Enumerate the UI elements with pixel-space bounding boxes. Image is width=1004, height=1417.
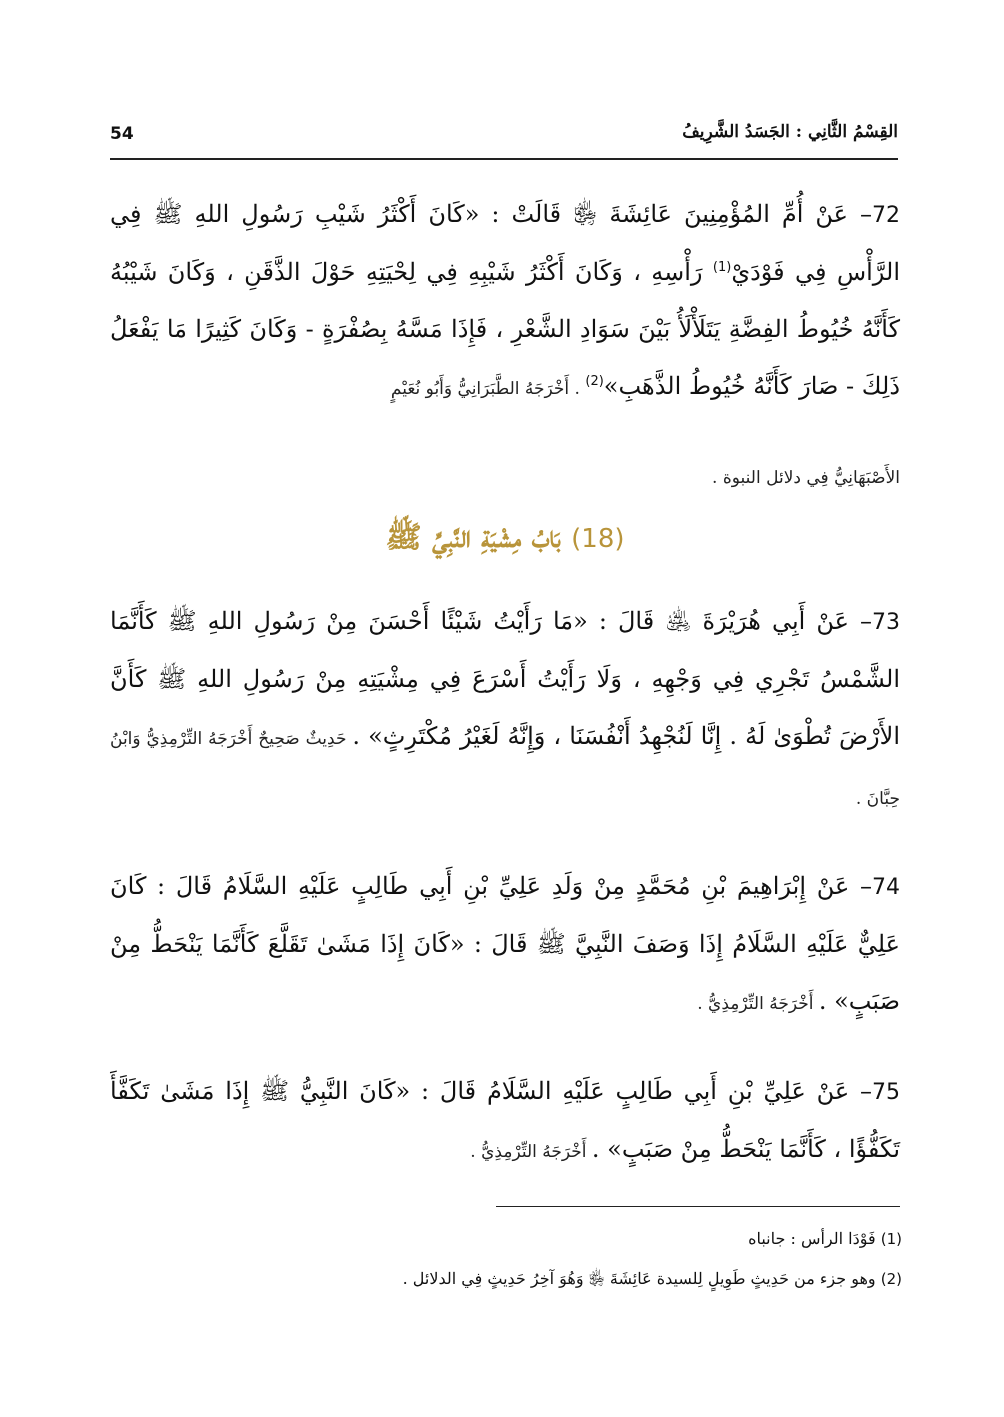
hadith-73-paragraph <box>110 593 900 828</box>
footnote-number: (2) <box>880 1270 902 1288</box>
footnote-text: وهو جزء من حَدِيثٍ طَوِيلٍ لِلسيدة عَائِشَةَ ﵂ وَهُوَ آخِرُ حَدِيثٍ فِي الدلائل . <box>402 1269 881 1288</box>
footnote-divider <box>496 1206 900 1207</box>
footnotes <box>110 1219 902 1299</box>
hadith-source: أَخْرَجَهُ التِّرْمِذِيُّ . <box>470 1142 592 1162</box>
hadith-text: – عَنْ إِبْرَاهِيمَ بْنِ مُحَمَّدٍ مِنْ وَلَدِ عَلِيِّ بْنِ أَبِي طَالِبٍ عَلَيْهِ السَّلَامُ قَالَ : كَانَ عَلِيٌّ عَلَيْهِ السَّلَامُ إِذَا وَصَفَ النَّبِيَّ ﷺ قَالَ : «كَانَ إِذَا مَشَىٰ تَقَلَّعَ كَأَنَّمَا يَنْحَطُّ مِنْ صَبَبٍ» . <box>110 872 900 1015</box>
hadith-73 <box>110 593 900 828</box>
footnote-number: (1) <box>880 1230 902 1248</box>
hadith-number: 75 <box>872 1080 900 1105</box>
page-number: 54 <box>110 124 134 144</box>
chapter-title: بَابُ مِشْيَةِ النَّبِيِّ ﷺ <box>385 520 572 555</box>
chapter-number: (18) <box>571 524 625 554</box>
hadith-number: 74 <box>872 875 900 900</box>
hadith-source: أَخْرَجَهُ التِّرْمِذِيُّ . <box>697 994 819 1014</box>
page-header <box>110 122 898 156</box>
footnote-1 <box>110 1219 902 1259</box>
hadith-source: الأَصْبَهَانِيُّ فِي دلائل النبوة . <box>712 468 900 488</box>
hadith-text: – عَنْ أُمِّ المُؤْمِنِينَ عَائِشَةَ ﵂ قَالَتْ : «كَانَ أَكْثَرُ شَيْبِ رَسُولِ اللهِ ﷺ فِي الرَّأْسِ فِي فَوْدَيْ <box>110 200 901 286</box>
footnote-ref-1[interactable]: (1) <box>712 260 732 275</box>
hadith-75-paragraph <box>110 1063 900 1181</box>
footnote-2 <box>110 1259 902 1299</box>
hadith-source: حَدِيثٌ صَحِيحٌ أَخْرَجَهُ التِّرْمِذِيُّ وَابْنُ حِبَّانَ . <box>110 729 900 809</box>
running-title: القِسْمُ الثَّانِي : الجَسَدُ الشَّرِيفُ <box>682 122 898 142</box>
hadith-74 <box>110 858 900 1033</box>
hadith-72-paragraph <box>110 186 900 418</box>
hadith-number: 72 <box>872 203 900 228</box>
footnote-ref-2[interactable]: (2) <box>585 374 604 389</box>
hadith-number: 73 <box>872 610 900 635</box>
footnote-text: فَوْدَا الرأس : جانباه <box>748 1229 881 1248</box>
hadith-74-paragraph <box>110 858 900 1033</box>
hadith-text: – عَنْ أَبِي هُرَيْرَةَ ﵁ قَالَ : «مَا رَأَيْتُ شَيْئًا أَحْسَنَ مِنْ رَسُولِ اللهِ ﷺ كَأَنَّمَا الشَّمْسُ تَجْرِي فِي وَجْهِهِ ، وَلَا رَأَيْتُ أَسْرَعَ فِي مِشْيَتِهِ مِنْ رَسُولِ اللهِ ﷺ كَأَنَّ الأَرْضَ تُطْوَىٰ لَهُ . إِنَّا لَنُجْهِدُ أَنْفُسَنَا ، وَإِنَّهُ لَغَيْرُ مُكْتَرِثٍ» . <box>110 607 901 750</box>
hadith-72 <box>110 186 900 418</box>
hadith-72-source-line <box>110 458 900 498</box>
hadith-source: . أَخْرَجَهُ الطَّبَرَانِيُّ وَأَبُو نُعَيْمٍ <box>390 379 586 399</box>
hadith-text: رَأْسِهِ ، وَكَانَ أَكْثَرُ شَيْبِهِ فِي لِحْيَتِهِ حَوْلَ الذَّقَنِ ، وَكَانَ شَيْبُهُ كَأَنَّهُ خُيُوطُ الفِضَّةِ يَتَلَأْلَأُ بَيْنَ سَوَادِ الشَّعْرِ ، فَإِذَا مَسَّهُ بِصُفْرَةٍ - وَكَانَ كَثِيرًا مَا يَفْعَلُ ذَلِكَ - صَارَ كَأَنَّهُ خُيُوطُ الذَّهَبِ» <box>110 258 900 400</box>
hadith-75 <box>110 1063 900 1181</box>
hadith-text: – عَنْ عَلِيِّ بْنِ أَبِي طَالِبٍ عَلَيْهِ السَّلَامُ قَالَ : «كَانَ النَّبِيُّ ﷺ إِذَا مَشَىٰ تَكَفَّأَ تَكَفُّؤًا ، كَأَنَّمَا يَنْحَطُّ مِنْ صَبَبٍ» . <box>110 1077 900 1163</box>
chapter-heading <box>110 519 900 562</box>
header-divider <box>110 158 898 160</box>
